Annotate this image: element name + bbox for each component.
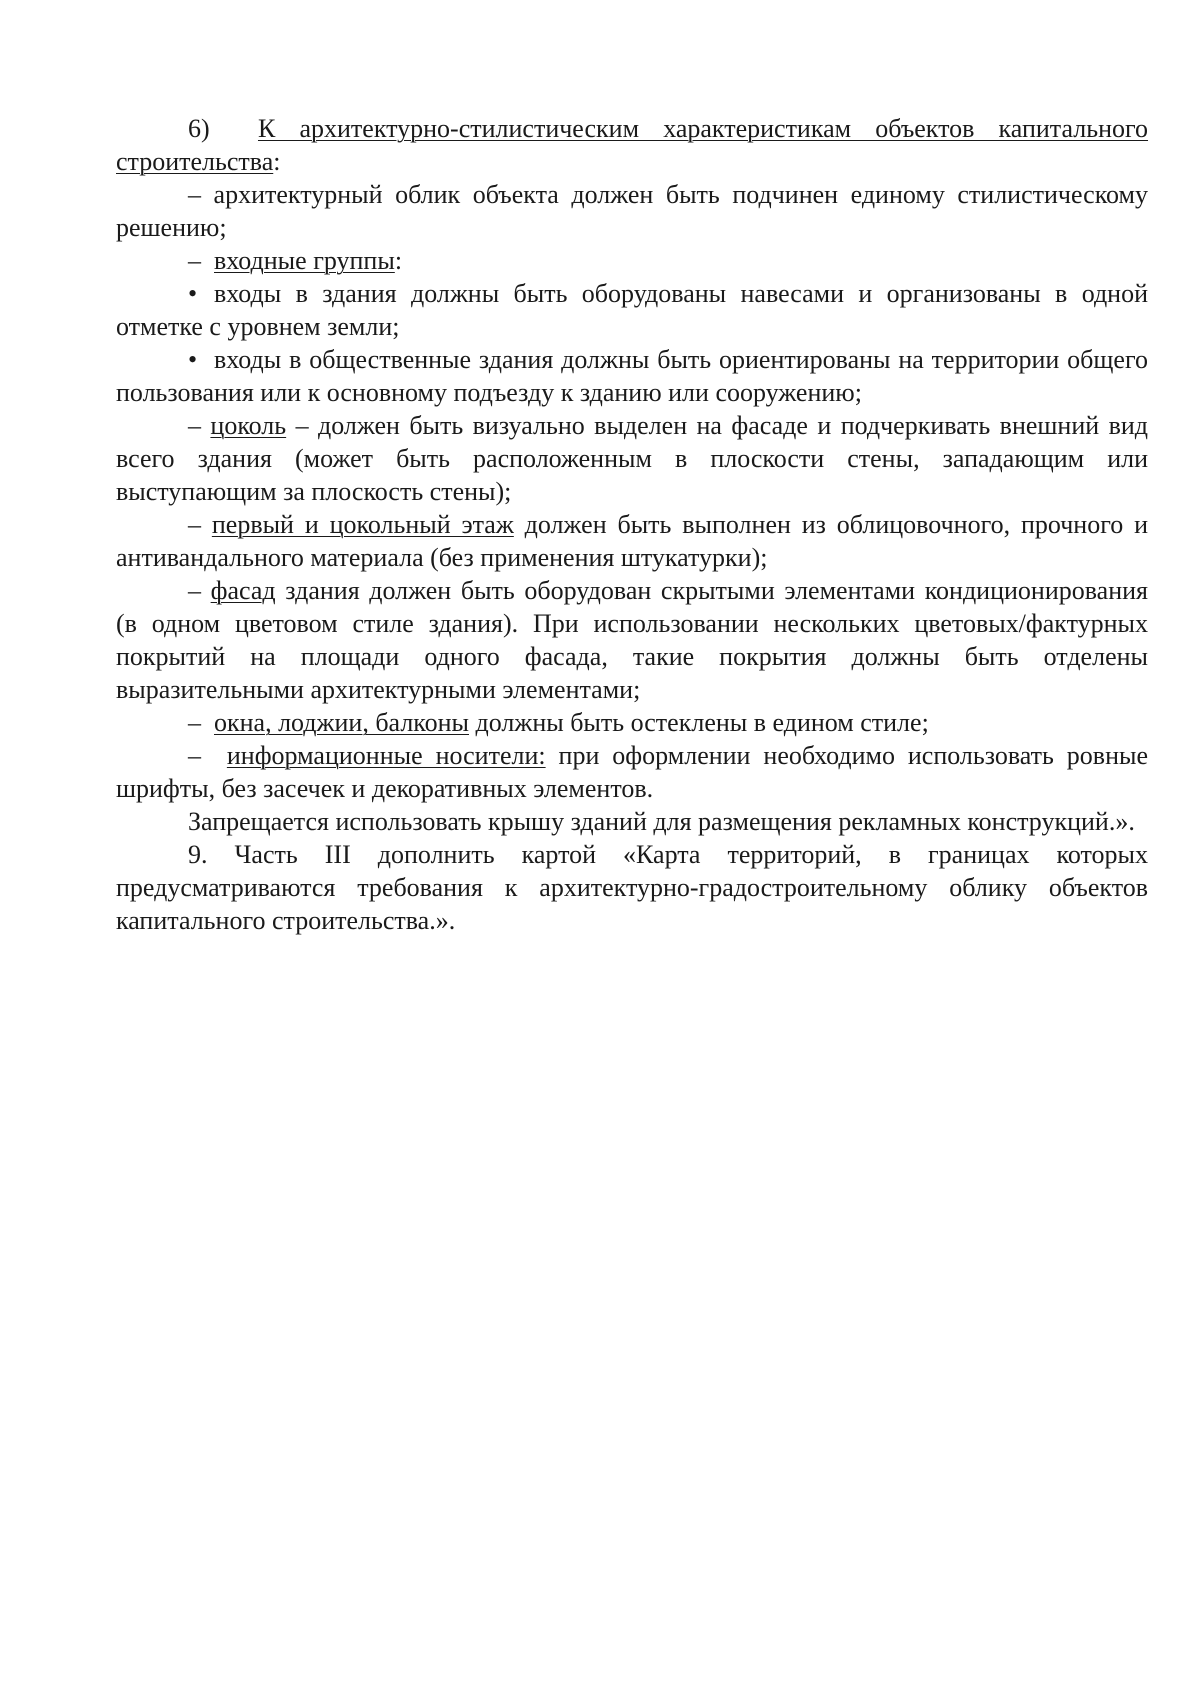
bullet-item-2 xyxy=(116,343,1148,409)
entrance-colon: : xyxy=(394,246,403,275)
info-carriers-label: информационные носители: xyxy=(226,741,546,770)
plinth-label: цоколь xyxy=(210,411,287,440)
plinth-text: – должен быть визуально выделен на фасаде и подчеркивать внешний вид всего здания (может быть расположенным в плоскости стены, западающим или выступающим за плоскость стены); xyxy=(116,411,1149,506)
ground-floor-text: должен быть выполнен из облицовочного, прочного и антивандального материала (без применения штукатурки); xyxy=(116,510,1148,572)
dash: – xyxy=(188,576,201,605)
plinth-item xyxy=(116,409,1148,508)
dash: – xyxy=(188,741,201,770)
prohibition-paragraph: Запрещается использовать крышу зданий для размещения рекламных конструкций.». xyxy=(188,807,1135,836)
bullet-text: входы в общественные здания должны быть ориентированы на территории общего пользования или к основному подъезду к зданию или сооружению; xyxy=(116,345,1148,407)
facade-item xyxy=(116,574,1148,706)
section-6-heading xyxy=(116,112,1148,178)
windows-item xyxy=(116,706,1148,739)
facade-label: фасад xyxy=(210,576,276,605)
dash: – xyxy=(188,708,201,737)
bullet-text: входы в здания должны быть оборудованы навесами и организованы в одной отметке с уровнем земли; xyxy=(116,279,1148,341)
bullet-item-1 xyxy=(116,277,1148,343)
dash: – xyxy=(188,411,201,440)
section-title: К архитектурно-стилистическим характеристикам объектов капитального строительства xyxy=(116,114,1149,176)
facade-text: здания должен быть оборудован скрытыми элементами кондиционирования (в одном цветовом стиле здания). При использовании нескольких цветовых/фактурных покрытий на площади одного фасада, такие покрытия должны быть отделены выразительными архитектурными элементами; xyxy=(116,576,1149,704)
ground-floor-item xyxy=(116,508,1148,574)
document-page xyxy=(116,112,1148,937)
windows-label: окна, лоджии, балконы xyxy=(214,708,469,737)
section-colon: : xyxy=(273,147,281,176)
section-number: 6) xyxy=(188,114,210,143)
ground-floor-label: первый и цокольный этаж xyxy=(211,510,514,539)
item-9-paragraph: 9. Часть III дополнить картой «Карта территорий, в границах которых предусматриваются требования к архитектурно-градостроительному облику объектов капитального строительства.». xyxy=(116,840,1148,935)
info-carriers-text: при оформлении необходимо использовать ровные шрифты, без засечек и декоративных элементов. xyxy=(116,741,1149,803)
dash: – xyxy=(188,246,201,275)
facade-look-item: – архитектурный облик объекта должен быть подчинен единому стилистическому решению; xyxy=(116,180,1148,242)
windows-text: должны быть остеклены в едином стиле; xyxy=(475,708,929,737)
bullet-icon: • xyxy=(188,279,198,308)
dash: – xyxy=(188,510,201,539)
entrance-groups-label: входные группы xyxy=(214,246,395,275)
info-carriers-item xyxy=(116,739,1148,805)
bullet-icon: • xyxy=(188,345,198,374)
entrance-groups-item xyxy=(116,244,1148,277)
